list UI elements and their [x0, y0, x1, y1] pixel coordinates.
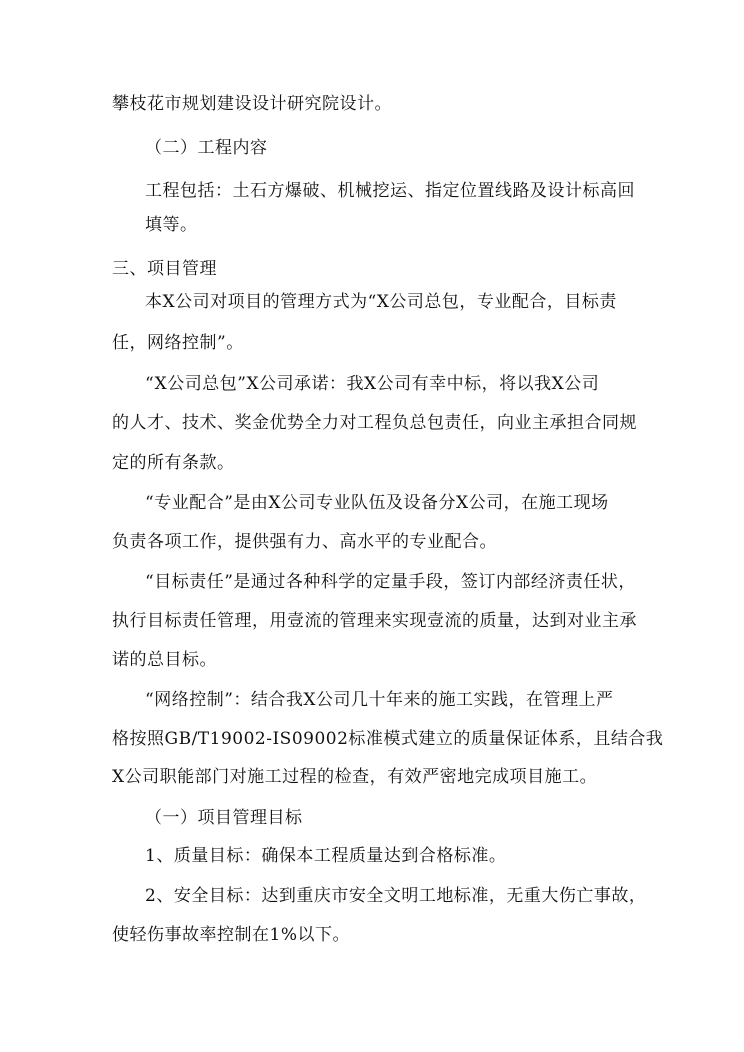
- paragraph-line: “X公司总包”X公司承诺：我X公司有幸中标，将以我X公司: [145, 374, 600, 394]
- paragraph-line: X公司职能部门对施工过程的检查，有效严密地完成项目施工。: [112, 767, 598, 787]
- paragraph-line: “专业配合”是由X公司专业队伍及设备分X公司，在施工现场: [145, 493, 609, 513]
- section-heading: （一）项目管理目标: [145, 808, 303, 828]
- paragraph-line: 使轻伤事故率控制在1%以下。: [112, 925, 350, 945]
- paragraph-line: 攀枝花市规划建设设计研究院设计。: [112, 94, 392, 114]
- paragraph-line: 的人才、技术、奖金优势全力对工程负总包责任，向业主承担合同规: [112, 413, 637, 433]
- paragraph-line: 本X公司对项目的管理方式为“X公司总包，专业配合，目标责: [145, 292, 617, 312]
- paragraph-line: 工程包括：土石方爆破、机械挖运、指定位置线路及设计标高回: [145, 181, 635, 201]
- section-heading: 三、项目管理: [112, 259, 217, 279]
- paragraph-line: 2、安全目标：达到重庆市安全文明工地标准，无重大伤亡事故，: [145, 886, 647, 906]
- paragraph-line: 任，网络控制”。: [112, 333, 244, 353]
- paragraph-line: 执行目标责任管理，用壹流的管理来实现壹流的质量，达到对业主承: [112, 611, 637, 631]
- paragraph-line: 填等。: [145, 215, 198, 235]
- paragraph-line: 1、质量目标：确保本工程质量达到合格标准。: [145, 846, 507, 866]
- paragraph-line: 定的所有条款。: [112, 453, 235, 473]
- paragraph-line: 负责各项工作，提供强有力、高水平的专业配合。: [112, 532, 497, 552]
- paragraph-line: “目标责任”是通过各种科学的定量手段，签订内部经济责任状，: [145, 572, 636, 592]
- paragraph-line: 格按照GB/T19002-IS09002标准模式建立的质量保证体系，且结合我: [112, 729, 664, 749]
- paragraph-line: 诺的总目标。: [112, 650, 217, 670]
- section-heading: （二）工程内容: [145, 138, 268, 158]
- paragraph-line: “网络控制”：结合我X公司几十年来的施工实践，在管理上严: [145, 690, 614, 710]
